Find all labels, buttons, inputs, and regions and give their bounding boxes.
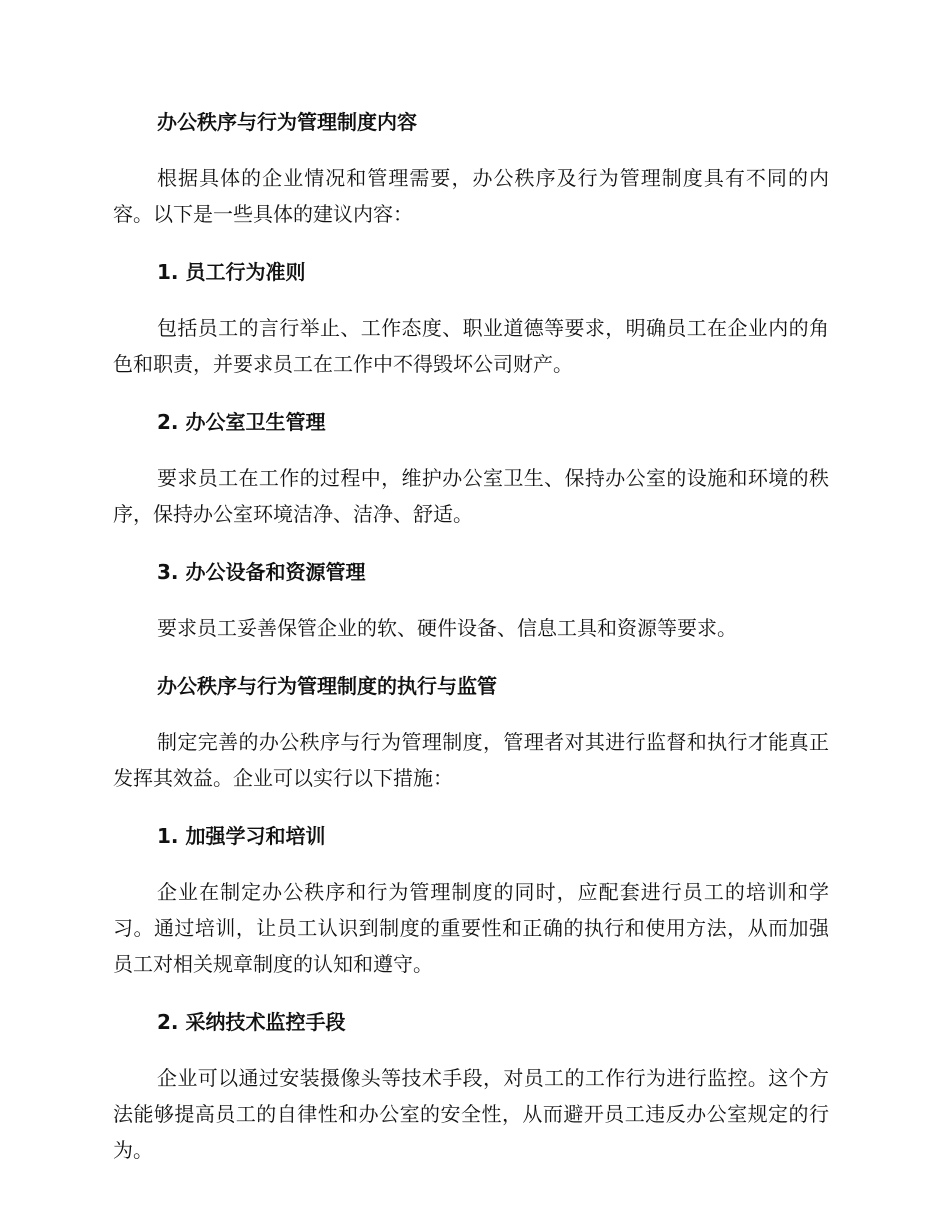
- item-paragraph-2: 要求员工在工作的过程中，维护办公室卫生、保持办公室的设施和环境的秩序，保持办公室环境洁净、洁净、舒适。: [113, 466, 829, 526]
- item-heading-3: 3. 办公设备和资源管理: [157, 560, 366, 584]
- measure-heading-1: 1. 加强学习和培训: [157, 824, 326, 848]
- execution-intro-paragraph: 制定完善的办公秩序与行为管理制度，管理者对其进行监督和执行才能真正发挥其效益。企业可以实行以下措施：: [113, 730, 829, 790]
- measure-heading-2: 2. 采纳技术监控手段: [157, 1010, 346, 1034]
- intro-paragraph: 根据具体的企业情况和管理需要，办公秩序及行为管理制度具有不同的内容。以下是一些具体的建议内容：: [113, 166, 829, 226]
- item-heading-1: 1. 员工行为准则: [157, 260, 306, 284]
- section-title-execution: 办公秩序与行为管理制度的执行与监管: [157, 674, 497, 698]
- section-title-content: 办公秩序与行为管理制度内容: [157, 110, 417, 134]
- item-paragraph-1: 包括员工的言行举止、工作态度、职业道德等要求，明确员工在企业内的角色和职责，并要求员工在工作中不得毁坏公司财产。: [113, 316, 829, 376]
- item-paragraph-3: 要求员工妥善保管企业的软、硬件设备、信息工具和资源等要求。: [157, 616, 737, 640]
- item-heading-2: 2. 办公室卫生管理: [157, 410, 326, 434]
- document-page: [113, 106, 829, 1168]
- measure-paragraph-1: 企业在制定办公秩序和行为管理制度的同时，应配套进行员工的培训和学习。通过培训，让员工认识到制度的重要性和正确的执行和使用方法，从而加强员工对相关规章制度的认知和遵守。: [113, 880, 829, 976]
- measure-paragraph-2: 企业可以通过安装摄像头等技术手段，对员工的工作行为进行监控。这个方法能够提高员工的自律性和办公室的安全性，从而避开员工违反办公室规定的行为。: [113, 1066, 829, 1162]
